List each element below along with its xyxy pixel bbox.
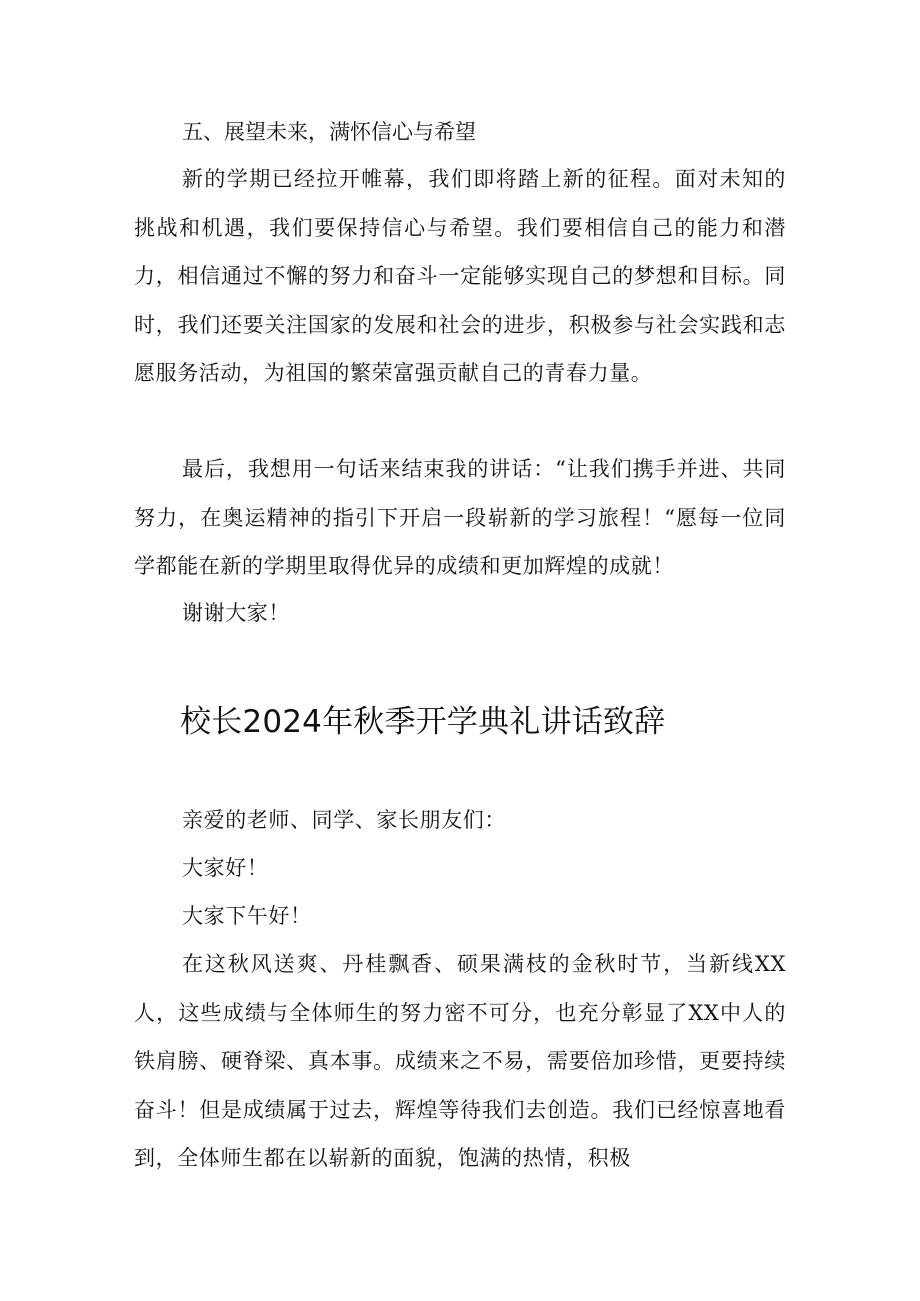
greeting-afternoon: 大家下午好！ — [182, 904, 312, 928]
paragraph-outlook: 新的学期已经拉开帷幕，我们即将踏上新的征程。面对未知的挑战和机遇，我们要保持信心与希望。我们要相信自己的能力和潜力，相信通过不懈的努力和奋斗一定能够实现自己的梦想和目标。同时，我们还要关注国家的发展和社会的进步，积极参与社会实践和志愿服务活动，为祖国的繁荣富强贡献自己的青春力量。 — [134, 167, 786, 385]
greeting-hello: 大家好！ — [182, 856, 269, 880]
section-heading: 五、展望未来，满怀信心与希望 — [182, 120, 476, 144]
salutation: 亲爱的老师、同学、家长朋友们： — [182, 808, 506, 832]
closing-thanks: 谢谢大家！ — [182, 601, 290, 625]
paragraph-conclusion: 最后，我想用一句话来结束我的讲话：“让我们携手并进、共同努力，在奥运精神的指引下开启一段崭新的学习旅程！“愿每一位同学都能在新的学期里取得优异的成绩和更加辉煌的成就！ — [134, 457, 786, 578]
speech-title: 校长2024年秋季开学典礼讲话致辞 — [180, 704, 666, 740]
paragraph-opening: 在这秋风送爽、丹桂飘香、硕果满枝的金秋时节，当新线XX人，这些成绩与全体师生的努力密不可分，也充分彰显了XX中人的铁肩膀、硬脊梁、真本事。成绩来之不易，需要倍加珍惜，更要持续奋斗！但是成绩属于过去，辉煌等待我们去创造。我们已经惊喜地看到，全体师生都在以崭新的面貌，饱满的热情，积极 — [134, 952, 786, 1170]
